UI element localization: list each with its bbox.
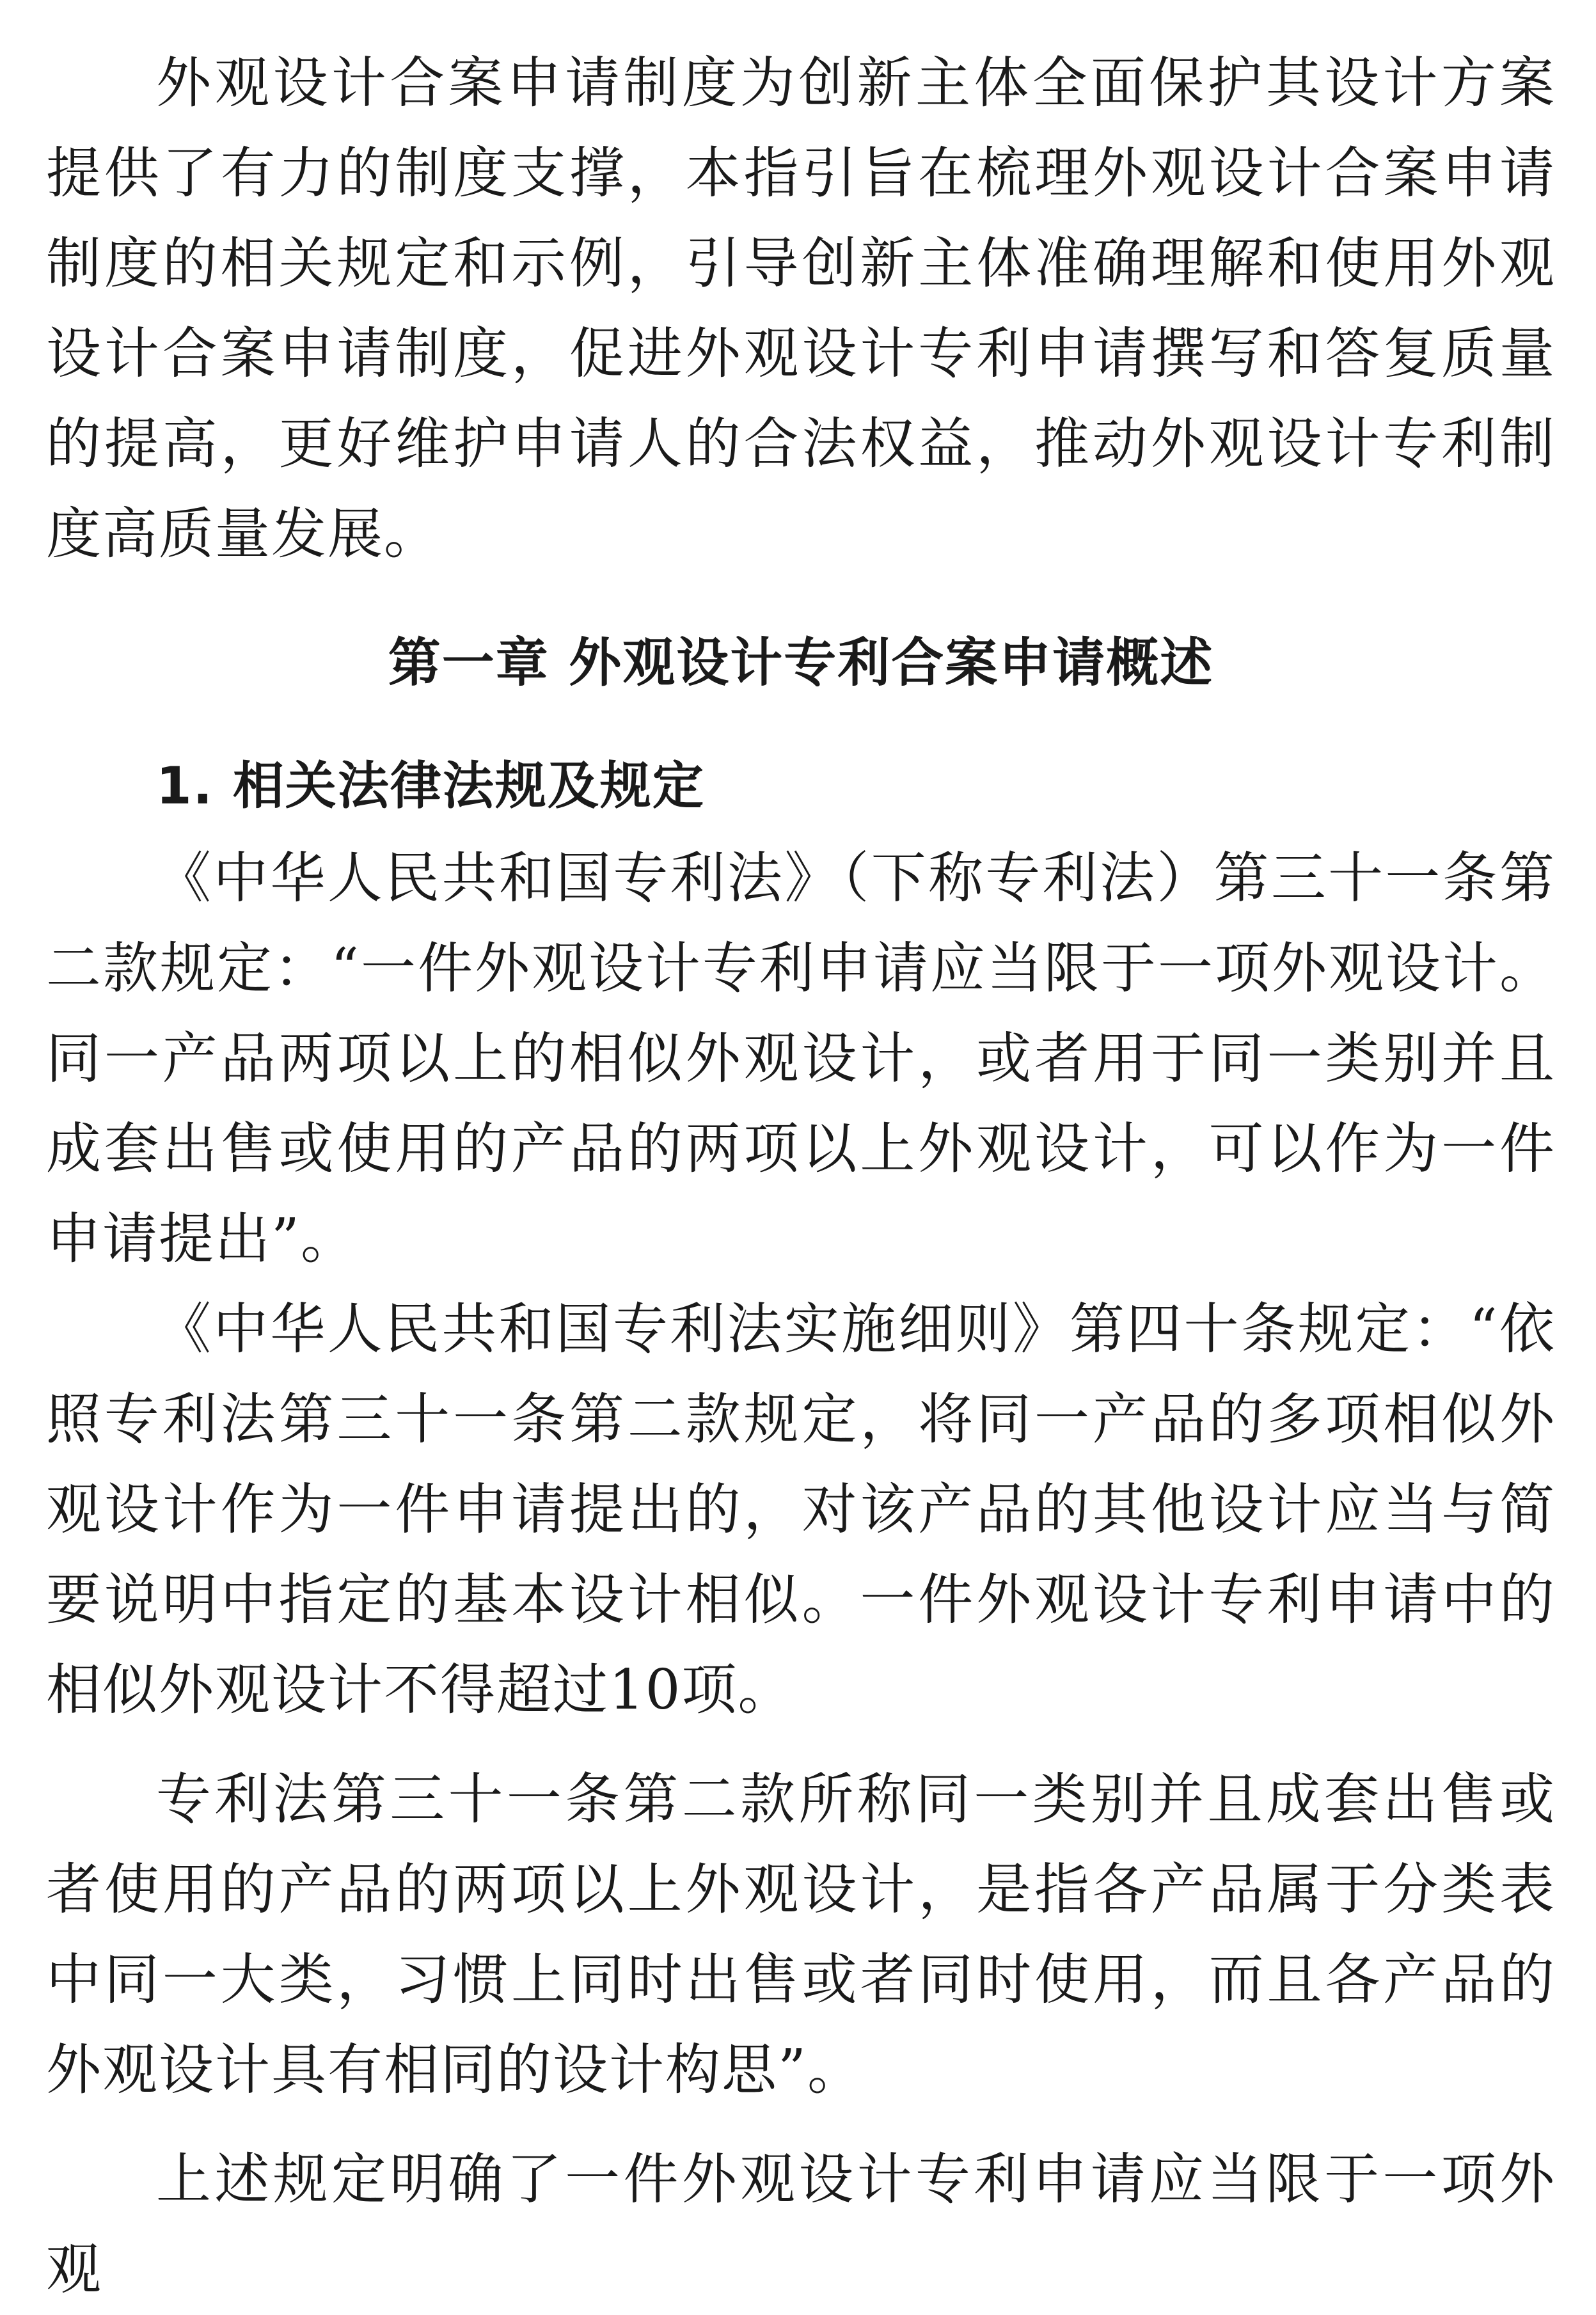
body-paragraph: 上述规定明确了一件外观设计专利申请应当限于一项外观 (46, 2147, 1556, 2302)
body-paragraph: 专利法第三十一条第二款所称同一类别并且成套出售或者使用的产品的两项以上外观设计，是指各产品属于分类表中同一大类，习惯上同时出售或者同时使用，而且各产品的外观设计具有相同的设计构思”。 (46, 1767, 1556, 2102)
chapter-title: 第一章 外观设计专利合案申请概述 (388, 633, 1214, 693)
intro-paragraph: 外观设计合案申请制度为创新主体全面保护其设计方案提供了有力的制度支撑，本指引旨在梳理外观设计合案申请制度的相关规定和示例，引导创新主体准确理解和使用外观设计合案申请制度，促进外观设计专利申请撰写和答复质量的提高，更好维护申请人的合法权益，推动外观设计专利制度高质量发展。 (46, 51, 1556, 566)
body-paragraph: 《中华人民共和国专利法实施细则》第四十条规定：“依照专利法第三十一条第二款规定，将同一产品的多项相似外观设计作为一件申请提出的，对该产品的其他设计应当与简要说明中指定的基本设计相似。一件外观设计专利申请中的相似外观设计不得超过10项。 (46, 1297, 1556, 1722)
body-paragraph: 《中华人民共和国专利法》（下称专利法）第三十一条第二款规定：“一件外观设计专利申请应当限于一项外观设计。同一产品两项以上的相似外观设计，或者用于同一类别并且成套出售或使用的产品的两项以上外观设计，可以作为一件申请提出”。 (46, 846, 1556, 1271)
document-page (46, 38, 1556, 2315)
section-heading: 1. 相关法律法规及规定 (156, 756, 705, 816)
